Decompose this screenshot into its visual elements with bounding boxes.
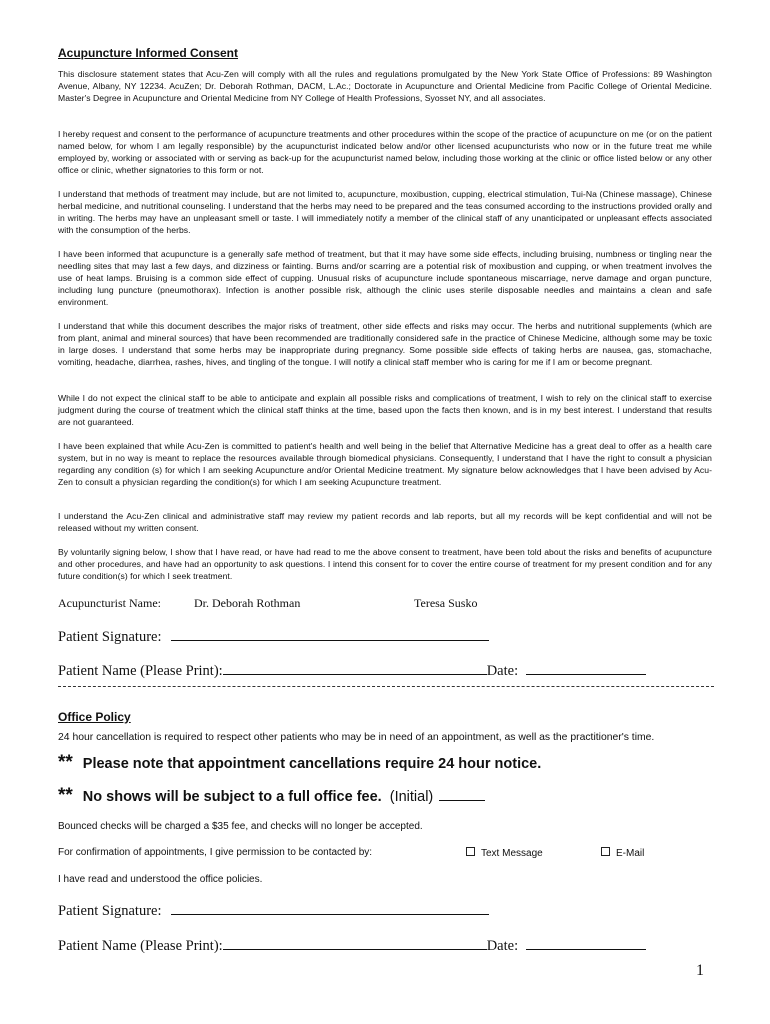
email-checkbox[interactable] — [601, 847, 610, 856]
acupuncturist-name-2: Teresa Susko — [414, 596, 478, 610]
consent-paragraph-side-effects: I understand that while this document describes the major risks of treatment, other side effects and risks may occur. The herbs and nutritional supplements (which are from plant, animal and mineral sources) that have been recommended are traditionally considered safe in the practice of Chinese Medicine, although some may be toxic in large doses. I understand that some herbs may be inappropriate during pregnancy. Some possible side effects of taking herbs are nausea, gas, stomachache, vomiting, headache, diarrhea, rashes, hives, and tingling of the tongue. I will notify a clinical staff member who is caring for me if I am or become pregnant. — [58, 321, 712, 367]
consent-paragraph-records: I understand the Acu-Zen clinical and administrative staff may review my patient records and lab reports, but all my records will be kept confidential and will not be released without my written consent. — [58, 511, 712, 533]
policy-signature-field[interactable] — [171, 900, 489, 915]
read-understood-text: I have read and understood the office policies. — [58, 874, 263, 885]
consent-paragraph-physician: I have been explained that while Acu-Zen is committed to patient's health and well being in the belief that Alternative Medicine has a great deal to offer as a health care system, but in no way is meant to replace the resources available through biomedical physicians. Consequently, I understand that I have the right to consult a physician regarding any condition (s) for which I am seeking Acupuncture and/or Oriental Medicine treatment. My signature below acknowledges that I have been advised by Acu-Zen to consult a physician regarding the condition(s) for which I am seeking Acupuncture treatment. — [58, 441, 712, 487]
cancellation-text: 24 hour cancellation is required to respect other patients who may be in need of an appointment, as well as the practitioner's time. — [58, 732, 655, 743]
section-divider — [58, 686, 714, 687]
page-number: 1 — [696, 962, 704, 979]
patient-signature-label: Patient Signature: — [58, 629, 162, 645]
policy-date-label: Date: — [486, 938, 519, 954]
date-label: Date: — [486, 663, 519, 679]
policy-name-field[interactable] — [223, 935, 487, 950]
initial-field[interactable] — [439, 787, 485, 801]
notice-cancellation-text: Please note that appointment cancellations require 24 hour notice. — [82, 756, 542, 772]
consent-paragraph-signing: By voluntarily signing below, I show that I have read, or have had read to me the above consent to treatment, have been told about the risks and benefits of acupuncture and other procedures, and have had an opportunity to ask questions. I intend this consent for to cover the entire course of treatment for my present condition and for any future condition(s) for which I seek treatment. — [58, 547, 712, 581]
email-option[interactable] — [601, 847, 644, 859]
patient-name-label: Patient Name (Please Print): — [58, 663, 223, 679]
consent-signature-row — [58, 626, 489, 646]
policy-signature-row — [58, 900, 489, 920]
consent-paragraph-judgment: While I do not expect the clinical staff to be able to anticipate and explain all possible risks and complications of treatment, I wish to rely on the clinical staff to exercise judgment during the course of treatment which the clinical staff thinks at the time, based upon the facts then known, and is in my best interest. I understand that results are not guaranteed. — [58, 393, 712, 427]
patient-signature-field[interactable] — [171, 626, 489, 641]
policy-date-field[interactable] — [526, 935, 646, 950]
text-message-option[interactable] — [466, 847, 543, 859]
consent-paragraph-disclosure: This disclosure statement states that Acu-Zen will comply with all the rules and regulations promulgated by the New York State Office of Professions: 89 Washington Avenue, Albany, NY 12234. AcuZen; Dr. Deborah Rothman, DACM, L.Ac.; Doctorate in Acupuncture and Oriental Medicine from Pacific College of Oriental Medicine. Master's Degree in Acupuncture and Oriental Medicine from NY College of Health Professions, Syosset NY, and all associates. — [58, 69, 712, 103]
consent-paragraph-risks: I have been informed that acupuncture is a generally safe method of treatment, but that it may have some side effects, including bruising, numbness or tingling near the needling sites that may last a few days, and dizziness or fainting. Burns and/or scarring are a potential risk of moxibustion and cupping, or when treatment involves the use of heat lamps. Bruising is a common side effect of cupping. Unusual risks of acupuncture include spontaneous miscarriage, nerve damage and organ puncture, including lung puncture (pneumothorax). Infection is another possible risk, although the clinic uses sterile disposable needles and maintains a clean and safe environment. — [58, 249, 712, 307]
acupuncturist-label: Acupuncturist Name: — [58, 596, 161, 610]
policy-name-label: Patient Name (Please Print): — [58, 938, 223, 954]
confirmation-text: For confirmation of appointments, I give permission to be contacted by: — [58, 847, 373, 858]
consent-name-row — [58, 660, 646, 680]
notice-cancellation — [58, 752, 541, 774]
initial-label: (Initial) — [389, 789, 434, 805]
policy-name-row — [58, 935, 646, 955]
acupuncturist-name-1: Dr. Deborah Rothman — [194, 596, 301, 610]
patient-name-field[interactable] — [223, 660, 487, 675]
acupuncturist-row — [58, 596, 161, 611]
consent-paragraph-methods: I understand that methods of treatment may include, but are not limited to, acupuncture, moxibustion, cupping, electrical stimulation, Tui-Na (Chinese massage), Chinese herbal medicine, and nutritional counseling. I understand that the herbs may need to be prepared and the teas consumed according to the instructions provided orally and in writing. The herbs may have an unpleasant smell or taste. I will immediately notify a member of the clinical staff of any unanticipated or unpleasant effects associated with the consumption of the herbs. — [58, 189, 712, 235]
policy-signature-label: Patient Signature: — [58, 903, 162, 919]
text-message-checkbox[interactable] — [466, 847, 475, 856]
asterisks: ** — [58, 785, 73, 806]
asterisks: ** — [58, 752, 73, 773]
bounced-checks-text: Bounced checks will be charged a $35 fee, and checks will no longer be accepted. — [58, 821, 423, 832]
consent-title: Acupuncture Informed Consent — [58, 46, 239, 60]
consent-paragraph-request: I hereby request and consent to the performance of acupuncture treatments and other procedures within the scope of the practice of acupuncture on me (or on the patient named below, for whom I am legally responsible) by the acupuncturist indicated below and/or other licensed acupuncturists who now or in the future treat me while employed by, working or associated with or serving as back-up for the acupuncturist named below, including those working at the clinic or office listed below or any other office or clinic, whether signatories to this form or not. — [58, 129, 712, 175]
date-field[interactable] — [526, 660, 646, 675]
office-policy-title: Office Policy — [58, 710, 131, 724]
text-message-label: Text Message — [481, 848, 543, 859]
email-label: E-Mail — [616, 848, 645, 859]
notice-no-show — [58, 785, 485, 807]
notice-no-show-text: No shows will be subject to a full office fee. — [82, 789, 382, 805]
